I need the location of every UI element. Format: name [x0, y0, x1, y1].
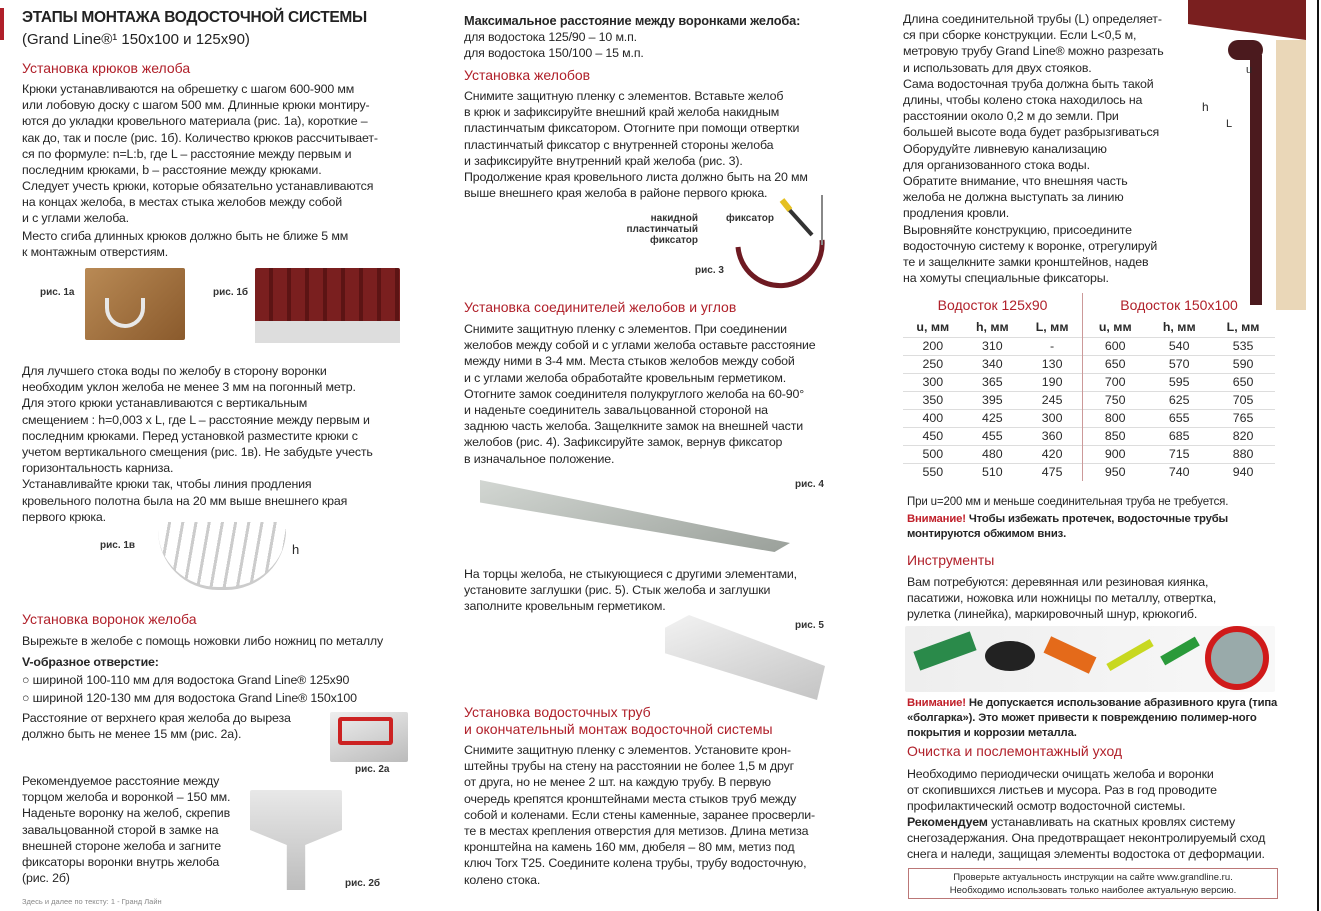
- table-cell: 880: [1211, 445, 1275, 463]
- h-label: h: [292, 542, 300, 557]
- table-cell: 650: [1083, 355, 1148, 373]
- paragraph: [907, 814, 1265, 863]
- bullet-item: ○ шириной 120-130 мм для водостока Grand Line® 150x100: [22, 691, 357, 705]
- table-cell: 750: [1083, 391, 1148, 409]
- warning-leaks: [907, 512, 1247, 542]
- title-accent-bar: [0, 8, 4, 40]
- table-cell: 300: [903, 373, 963, 391]
- table-cell: 365: [963, 373, 1023, 391]
- paragraph: Вам потребуются: деревянная или резиновая киянка, пасатижи, ножовка или ножницы по металлу, отвертка, рулетка (линейка), маркировочный шнур, крюкогиб.: [907, 575, 1217, 622]
- paragraph: Рекомендуемое расстояние между торцом желоба и воронкой – 150 мм. Наденьте воронку на желоб, скрепив завальцованной сторой в замке на внешней стороне желоба и загните фиксаторы воронки внутрь желоба (рис. 2б): [22, 774, 231, 886]
- paragraph: Расстояние от верхнего края желоба до выреза должно быть не менее 15 мм (рис. 2а).: [22, 711, 291, 742]
- hook-on-batten-image: [85, 268, 185, 340]
- paragraph: Крюки устанавливаются на обрешетку с шагом 600-900 мм или лобовую доску с шагом 500 мм. Длинные крюки монтиру- ются до укладки кровельного материала (рис. 1а), короткие – как до, так и после (рис. 1б). Количество крюков рассчитывает- ся по формуле: n=L:b, где L – расстояние между первым и последним крюками, b – расстояние между крюками.: [22, 82, 378, 178]
- table-cell: 425: [963, 409, 1023, 427]
- figure-label: рис. 4: [795, 479, 824, 490]
- paragraph: Длина соединительной трубы (L) определяет- ся при сборке конструкции. Если L<0,5 м, метровую трубу Grand Line® можно разрезать и использовать для двух стояков. Сама водосточная труба должна быть такой длины, чтобы колено стока находилось на расстоянии около 0,2 м до земли. При большей высоте вода будет разбрызгиваться Оборудуйте ливневую канализацию для организованного стока воды. Обратите внимание, что внешняя часть желоба не должна выступать за линию продления кровли. Выровняйте конструкцию, присоедините водосточную систему к воронке, отрегулируй те и защелкните замки кронштейнов, надев на хомуты специальные фиксаторы.: [903, 12, 1164, 286]
- table-cell: 395: [963, 391, 1023, 409]
- table-note: При u=200 мм и меньше соединительная труба не требуется.: [907, 496, 1229, 508]
- table-cell: 940: [1211, 463, 1275, 481]
- table-cell: 190: [1022, 373, 1083, 391]
- table-cell: 600: [1083, 337, 1148, 355]
- tools-image: [905, 626, 1275, 692]
- heading-connectors: Установка соединителей желобов и углов: [464, 299, 737, 315]
- figure-callout: фиксатор: [726, 213, 774, 224]
- table-column-header: h, мм: [1162, 319, 1196, 334]
- v-cut-title: V-образное отверстие:: [22, 655, 159, 669]
- table-cell: 570: [1147, 355, 1211, 373]
- warning-label: Внимание!: [907, 513, 966, 525]
- warning-label: Внимание!: [907, 697, 966, 709]
- table-cell: 340: [963, 355, 1023, 373]
- hacksaw-cut-image: [330, 712, 408, 762]
- table-cell: 500: [903, 445, 963, 463]
- table-cell: 420: [1022, 445, 1083, 463]
- table-column-header: u, мм: [916, 319, 950, 334]
- table-group-header: Водосток 125х90: [903, 293, 1083, 317]
- table-cell: 400: [903, 409, 963, 427]
- figure-label: рис. 5: [795, 620, 824, 631]
- figure-label: рис. 1в: [100, 540, 136, 551]
- table-cell: 685: [1147, 427, 1211, 445]
- paragraph: Снимите защитную пленку с элементов. При соединении желобов между собой и с углами желоба оставьте расстояние между ними в 3-4 мм. Места стыков желобов между собой и с углами желоба обработайте кровельным герметиком. Отогните замок соединителя полукруглого желоба на 60-90° и наденьте соединитель завальцованной стороной на заднюю часть желоба. Защелкните замок на внешней части желобов (рис. 4). Зафиксируйте замок, вернув фиксатор в изначальное положение.: [464, 322, 816, 466]
- figure-label: рис. 2а: [355, 764, 390, 775]
- table-cell: 510: [963, 463, 1023, 481]
- dimensions-table: [903, 293, 1275, 481]
- figure-callout: накидной пластинчатый фиксатор: [626, 213, 698, 246]
- table-cell: 130: [1022, 355, 1083, 373]
- max-distance-title: Максимальное расстояние между воронками желоба:: [464, 13, 801, 28]
- table-cell: 245: [1022, 391, 1083, 409]
- table-column-header: h, мм: [975, 319, 1009, 334]
- paragraph: Снимите защитную пленку с элементов. Вставьте желоб в крюк и зафиксируйте внешний край желоба накидным пластинчатым фиксатором. Отогните при помощи отвертки пластинчатый фиксатор с внутренней стороны желоба и зафиксируйте внутренний край желоба (рис. 3). Продолжение края кровельного листа должно быть на 20 мм выше внешнего края желоба в районе первого крюка.: [464, 89, 808, 201]
- warning-text: Чтобы избежать протечек, водосточные трубы монтируются обжимом вниз.: [907, 513, 1229, 540]
- page-right-border: [1317, 0, 1319, 911]
- table-row: [903, 463, 1275, 481]
- table-cell: 250: [903, 355, 963, 373]
- figure-label: рис. 3: [695, 265, 724, 276]
- gutter-cross-section-diagram: [730, 195, 830, 295]
- bullet-text: ширинoй 100-110 мм для водостока Grand Line® 125x90: [32, 673, 350, 687]
- table-cell: 715: [1147, 445, 1211, 463]
- table-cell: 595: [1147, 373, 1211, 391]
- heading-care: Очистка и послемонтажный уход: [907, 743, 1123, 759]
- recommend-label: Рекомендуем: [907, 815, 988, 829]
- table-cell: 590: [1211, 355, 1275, 373]
- table-header-row: [903, 317, 1275, 337]
- paragraph: Снимите защитную пленку с элементов. Установите крон- штейны трубы на стену на расстоянии не более 1,5 м друг от друга, но не менее 2 шт. на каждую трубу. В первую очередь крепятся кронштейнами места стыков труб между собой и коленами. Если стены каменные, заранее просверли- те в местах крепления отверстия для метизов. Длина метиза кронштейна на камень 160 мм, дюбеля – 80 мм, метиз под ключ Torx T25. Соедините колена трубы, трубу водосточную, колено стока.: [464, 743, 816, 887]
- paragraph: Следует учесть крюки, которые обязательно устанавливаются на концах желоба, в местах стыка желобов между собой и с углами желоба.: [22, 179, 374, 226]
- h-label: h: [1202, 100, 1209, 114]
- page-title: ЭТАПЫ МОНТАЖА ВОДОСТОЧНОЙ СИСТЕМЫ: [22, 9, 367, 26]
- bullet-item: ○ ширинoй 100-110 мм для водостока Grand Line® 125x90: [22, 673, 350, 687]
- table-cell: 740: [1147, 463, 1211, 481]
- heading-pipes: Установка водосточных труб и окончательный монтаж водосточной системы: [464, 704, 773, 737]
- l-label: L: [1226, 118, 1233, 130]
- table-cell: 475: [1022, 463, 1083, 481]
- table-cell: 850: [1083, 427, 1148, 445]
- paragraph: Для лучшего стока воды по желобу в сторону воронки необходим уклон желоба не менее 3 мм на погонный метр. Для этого крюки устанавливаются с вертикальным смещением : h=0,003 х L, где L – расстояние между первым и последним крюками. Перед установкой разместите крюки с учетом вертикального смещения (рис. 1в). Не забудьте учесть горизонтальность карниза. Устанавливайте крюки так, чтобы линия продления кровельного полотна была на 20 мм выше внешнего края первого крюка.: [22, 364, 373, 524]
- paragraph: Место сгиба длинных крюков должно быть не ближе 5 мм к монтажным отверстиям.: [22, 229, 349, 260]
- recommend-text: устанавливать на скатных кровлях систему снегозадержания. Она предотвращает неконтролируемый сход снега и наледи, защищая элементы водостока от деформации.: [907, 815, 1266, 862]
- paragraph: На торцы желоба, не стыкующиеся с другими элементами, установите заглушки (рис. 5). Стык желоба и заглушки заполните кровельным герметиком.: [464, 567, 797, 614]
- table-row: [903, 445, 1275, 463]
- table-cell: 550: [903, 463, 963, 481]
- table-cell: 705: [1211, 391, 1275, 409]
- hooks-offset-diagram: [158, 522, 286, 590]
- table-column-header: u, мм: [1098, 319, 1132, 334]
- heading-gutters: Установка желобов: [464, 67, 591, 83]
- figure-label: рис. 1а: [40, 287, 75, 298]
- table-cell: 625: [1147, 391, 1211, 409]
- page-subtitle: (Grand Line®¹ 150x100 и 125x90): [22, 31, 250, 48]
- table-cell: 200: [903, 337, 963, 355]
- table-cell: 450: [903, 427, 963, 445]
- table-cell: 480: [963, 445, 1023, 463]
- table-group-header: Водосток 150х100: [1120, 297, 1238, 313]
- table-column-header: L, мм: [1226, 319, 1260, 334]
- table-cell: 350: [903, 391, 963, 409]
- table-cell: 455: [963, 427, 1023, 445]
- table-cell: 655: [1147, 409, 1211, 427]
- table-row: [903, 355, 1275, 373]
- u-label: u: [1246, 64, 1253, 76]
- figure-label: рис. 2б: [345, 878, 381, 889]
- table-cell: 300: [1022, 409, 1083, 427]
- table-row: [903, 391, 1275, 409]
- table-cell: 765: [1211, 409, 1275, 427]
- table-row: [903, 373, 1275, 391]
- hook-under-roof-image: [255, 268, 400, 343]
- gutter-connector-image: [480, 462, 790, 552]
- heading-hooks: Установка крюков желоба: [22, 60, 191, 76]
- paragraph: Вырежьте в желобе с помощь ножовки либо ножниц по металлу: [22, 634, 384, 648]
- table-cell: 360: [1022, 427, 1083, 445]
- bullet-text: шириной 120-130 мм для водостока Grand Line® 150x100: [32, 691, 357, 705]
- table-cell: -: [1022, 337, 1083, 355]
- figure-label: рис. 1б: [213, 287, 249, 298]
- heading-funnels: Установка воронок желоба: [22, 611, 197, 627]
- funnel-image: [250, 790, 342, 890]
- table-cell: 650: [1211, 373, 1275, 391]
- table-cell: 535: [1211, 337, 1275, 355]
- paragraph: Необходимо периодически очищать желоба и воронки от скопившихся листьев и мусора. Раз в год проводите профилактический осмотр водосточной системы.: [907, 767, 1217, 814]
- table-cell: 900: [1083, 445, 1148, 463]
- heading-tools: Инструменты: [907, 552, 995, 568]
- table-cell: 700: [1083, 373, 1148, 391]
- table-row: [903, 427, 1275, 445]
- table-row: [903, 409, 1275, 427]
- warning-grinder: [907, 696, 1292, 741]
- table-cell: 540: [1147, 337, 1211, 355]
- table-cell: 310: [963, 337, 1023, 355]
- max-distance-values: для водостока 125/90 – 10 м.п. для водостока 150/100 – 15 м.п.: [464, 30, 644, 60]
- table-cell: 950: [1083, 463, 1148, 481]
- prohibited-grinder-icon: [1205, 626, 1269, 690]
- downpipe-diagram: [1188, 0, 1306, 312]
- version-notice-box: Проверьте актуальность инструкции на сайте www.grandline.ru. Необходимо использовать только наиболее актуальную версию.: [908, 868, 1278, 899]
- warning-text: Не допускается использование абразивного круга (типа «болгарка»). Это может привести к повреждению полимер-ного покрытия и коррозии металла.: [907, 697, 1278, 739]
- table-column-header: L, мм: [1022, 317, 1083, 337]
- footnote: Здесь и далее по тексту: 1 - Гранд Лайн: [22, 897, 162, 906]
- table-cell: 800: [1083, 409, 1148, 427]
- table-cell: 820: [1211, 427, 1275, 445]
- table-row: [903, 337, 1275, 355]
